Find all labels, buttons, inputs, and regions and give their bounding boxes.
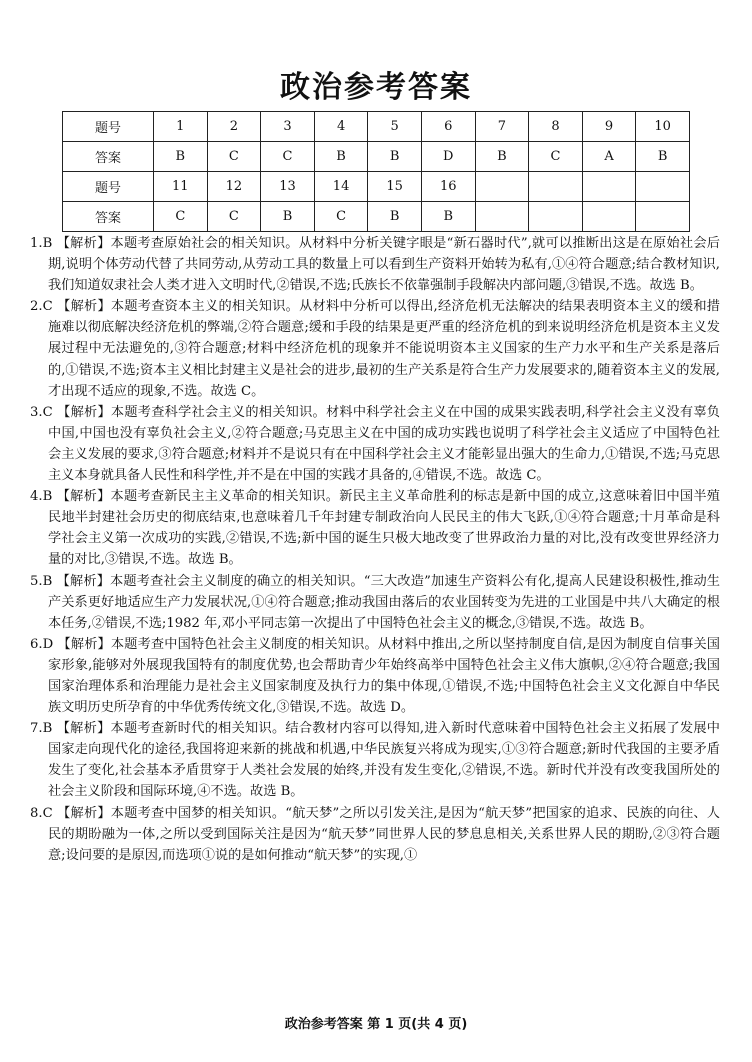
table-cell: 10 [636,112,690,142]
table-row [63,202,690,232]
question-number: 5.B [30,573,53,589]
table-cell: C [207,142,261,172]
table-cell: 2 [207,112,261,142]
table-cell [636,172,690,202]
explanation-text: 【解析】本题考查新民主主义革命的相关知识。新民主主义革命胜利的标志是新中国的成立,这意味着旧中国半殖民地半封建社会历史的彻底结束,也意味着几千年封建专制政治向人民民主的伟大飞跃,①④符合题意;十月革命是科学社会主义第一次成功的实践,②错误,不选;新中国的诞生只极大地改变了世界政治力量的对比,没有改变世界经济力量的对比,③错误,不选。故选 B。 [48,489,720,568]
explanation-text: 【解析】本题考查原始社会的相关知识。从材料中分析关键字眼是“新石器时代”,就可以推断出这是在原始社会后期,说明个体劳动代替了共同劳动,从劳动工具的数量上可以看到生产资料开始转为私有,①④符合题意;结合教材知识,我们知道奴隶社会人类才进入文明时代,②错误,不选;氏族长不依靠强制手段解决内部问题,③错误,不选。故选 B。 [48,236,720,294]
row-label: 答案 [63,142,154,172]
table-cell [529,202,583,232]
table-row [63,142,690,172]
table-cell [475,202,529,232]
answer-explanation [30,718,720,802]
page-footer: 政治参考答案 第 1 页(共 4 页) [284,1017,468,1032]
table-cell: B [154,142,208,172]
table-cell [582,202,636,232]
answer-explanation [30,571,720,634]
table-cell: D [421,142,475,172]
table-cell: C [314,202,368,232]
page-title: 政治参考答案 [280,70,472,105]
question-number: 3.C [30,404,53,420]
table-cell: 1 [154,112,208,142]
answer-explanation [30,233,720,296]
question-number: 1.B [30,236,53,251]
table-row [63,172,690,202]
table-cell: 11 [154,172,208,202]
explanation-text: 【解析】本题考查科学社会主义的相关知识。材料中科学社会主义在中国的成果实践表明,科学社会主义没有辜负中国,中国也没有辜负社会主义,②符合题意;马克思主义在中国的成功实践也说明了科学社会主义适应了中国特色社会主义发展的要求,③符合题意;材料并不是说只有在中国科学社会主义才能彰显出强大的生命力,①错误,不选;马克思主义本身就具备人民性和科学性,并不是在中国的实践才具备的,④错误,不选。故选 C。 [48,404,720,484]
table-cell [529,172,583,202]
explanation-text: 【解析】本题考查中国梦的相关知识。“航天梦”之所以引发关注,是因为“航天梦”把国家的追求、民族的向往、人民的期盼融为一体,之所以受到国际关注是因为“航天梦”同世界人民的梦息息相关,关系世界人民的期盼,②③符合题意;设问要的是原因,而选项①说的是如何推动“航天梦”的实现,① [48,805,720,863]
table-cell: 7 [475,112,529,142]
question-number: 8.C [30,805,53,821]
answer-explanation [30,402,720,486]
table-cell: 9 [582,112,636,142]
table-cell: 12 [207,172,261,202]
table-cell: C [207,202,261,232]
table-cell: 4 [314,112,368,142]
question-number: 6.D [30,636,54,652]
answer-explanation [30,296,720,401]
question-number: 4.B [30,489,53,505]
question-number: 2.C [30,299,53,315]
table-cell: C [154,202,208,232]
table-cell: 13 [261,172,315,202]
table-cell: C [261,142,315,172]
explanations [30,233,720,866]
table-cell: B [314,142,368,172]
explanation-text: 【解析】本题考查资本主义的相关知识。从材料中分析可以得出,经济危机无法解决的结果表明资本主义的缓和措施难以彻底解决经济危机的弊端,②符合题意;缓和手段的结果是更严重的经济危机的到来说明经济危机是资本主义发展过程中无法避免的,③符合题意;材料中经济危机的现象并不能说明资本主义国家的生产力水平和生产关系是落后的,①错误,不选;资本主义相比封建主义是社会的进步,最初的生产关系是符合生产力发展要求的,随着资本主义的发展,才出现不适应的现象,不选。故选 C。 [48,299,720,399]
explanation-text: 【解析】本题考查社会主义制度的确立的相关知识。“三大改造”加速生产资料公有化,提高人民建设积极性,推动生产关系更好地适应生产力发展状况,①④符合题意;推动我国由落后的农业国转变为先进的工业国是中共八大确定的根本任务,②错误,不选;1982 年,邓小平同志第一次提出了中国特色社会主义的概念,③错误,不选。故选 B。 [48,573,720,631]
table-cell: 14 [314,172,368,202]
table-row [63,112,690,142]
table-cell: 6 [421,112,475,142]
explanation-text: 【解析】本题考查中国特色社会主义制度的相关知识。从材料中推出,之所以坚持制度自信,是因为制度自信事关国家形象,能够对外展现我国特有的制度优势,也会帮助青少年始终高举中国特色社会主义伟大旗帜,②④符合题意;我国国家治理体系和治理能力是社会主义国家制度及执行力的集中体现,①错误,不选;中国特色社会主义文化源自中华民族文明历史所孕育的中华优秀传统文化,③错误,不选。故选 D。 [48,636,720,716]
answer-explanation [30,634,720,718]
table-cell [636,202,690,232]
table-cell: B [636,142,690,172]
table-cell: 3 [261,112,315,142]
table-cell: A [582,142,636,172]
table-cell: B [368,142,422,172]
explanation-text: 【解析】本题考查新时代的相关知识。结合教材内容可以得知,进入新时代意味着中国特色社会主义拓展了发展中国家走向现代化的途径,我国将迎来新的挑战和机遇,中华民族复兴将成为现实,①③符合题意;新时代我国的主要矛盾发生了变化,社会基本矛盾贯穿于人类社会发展的始终,并没有发生变化,②错误,不选。新时代并没有改变我国所处的社会主义阶段和国际环境,④不选。故选 B。 [48,721,720,800]
table-cell: B [368,202,422,232]
answer-table [62,111,690,232]
answer-explanation [30,803,720,866]
row-label: 题号 [63,172,154,202]
table-cell: C [529,142,583,172]
question-number: 7.B [30,721,53,737]
table-cell: 15 [368,172,422,202]
table-cell: 16 [421,172,475,202]
table-cell: B [261,202,315,232]
table-cell: 5 [368,112,422,142]
table-cell: B [421,202,475,232]
table-cell [475,172,529,202]
answer-explanation [30,486,720,570]
row-label: 答案 [63,202,154,232]
table-cell: 8 [529,112,583,142]
table-cell: B [475,142,529,172]
table-cell [582,172,636,202]
row-label: 题号 [63,112,154,142]
